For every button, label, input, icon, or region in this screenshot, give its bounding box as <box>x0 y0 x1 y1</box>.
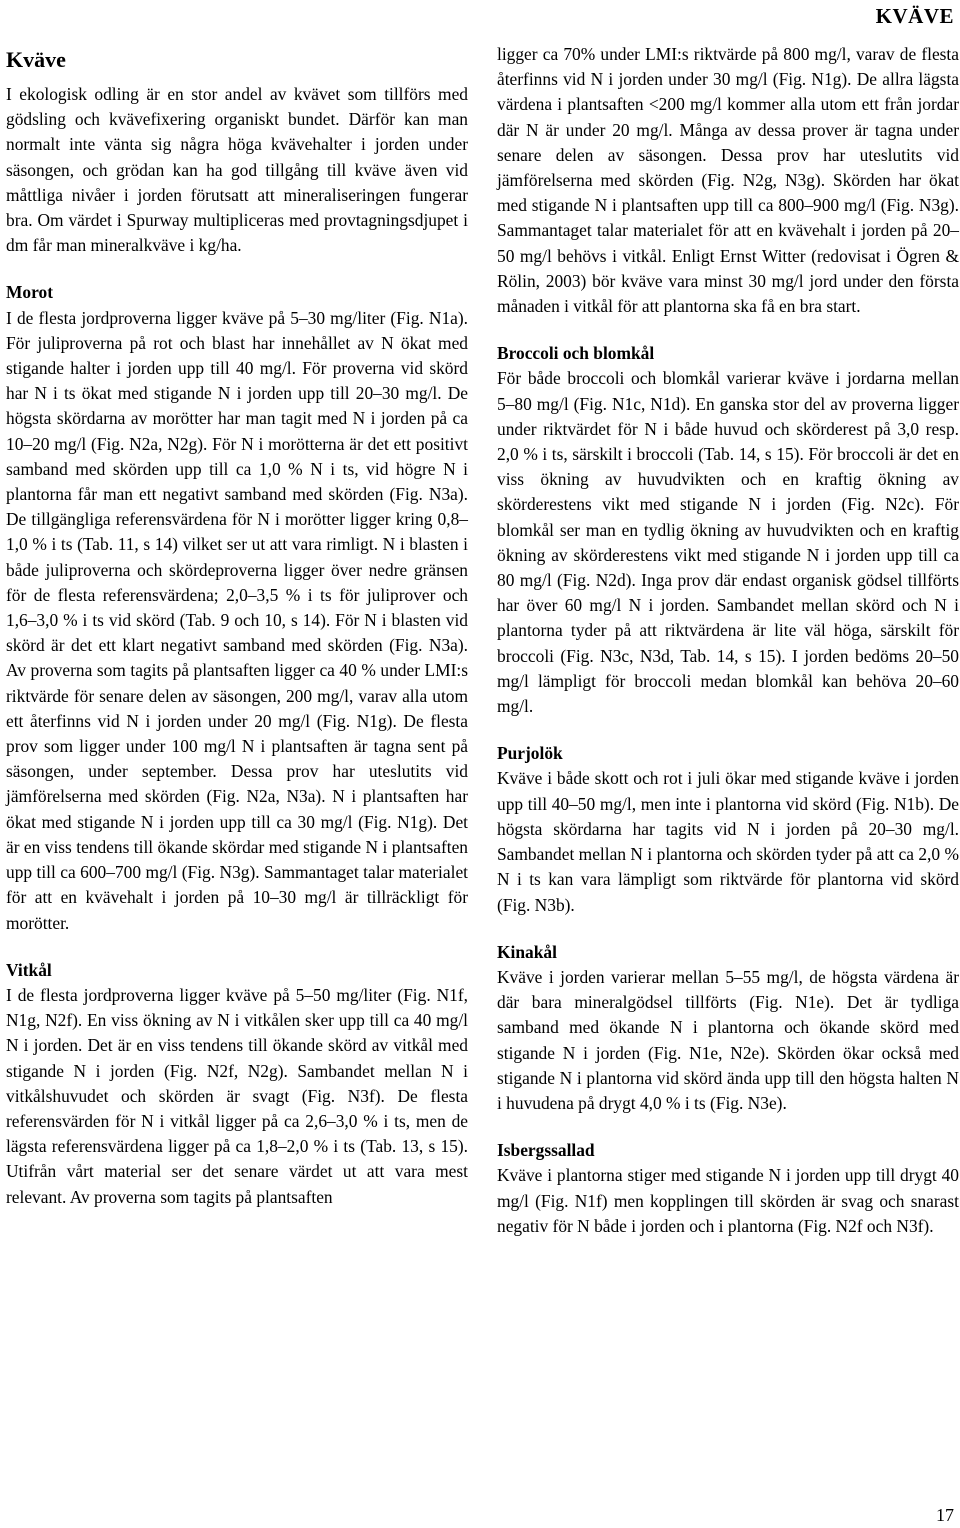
section-heading-broccoli: Broccoli och blomkål <box>497 343 655 364</box>
section-text-kinakal: Kväve i jorden varierar mellan 5–55 mg/l, de högsta värdena är där bara mineralgödsel tillförts (Fig. N1e). Det är tydliga samband med ökande N i plantorna och ökande skörd med stigande N i jorden (Fig. N1e, N2e). Skörden ökar också med stigande N i plantorna vid skörd ända upp till den högsta halten N i huvudena på drygt 4,0 % i ts (Fig. N3e). <box>497 966 959 1113</box>
section-broccoli <box>497 341 959 719</box>
page-title: Kväve <box>6 47 66 72</box>
running-head: KVÄVE <box>875 4 954 28</box>
section-kinakal <box>497 940 959 1116</box>
right-column <box>497 42 959 1239</box>
section-heading-isbergssallad: Isbergssallad <box>497 1140 595 1161</box>
page-number: 17 <box>936 1505 954 1525</box>
section-purjolok <box>497 741 959 917</box>
section-text-purjolok: Kväve i både skott och rot i juli ökar med stigande kväve i jorden upp till 40–50 mg/l, men inte i plantorna vid skörd (Fig. N1b). De högsta skördarna har tagits vid N i jorden på 20–30 mg/l. Sambandet mellan N i plantorna och skörden tyder på att ca 2,0 % N i ts kan vara lämpligt som riktvärde för plantorna vid skörd (Fig. N3b). <box>497 768 959 915</box>
section-text-broccoli: För både broccoli och blomkål varierar kväve i jordarna mellan 5–80 mg/l (Fig. N1c, N1d). En ganska stor del av proverna ligger under riktvärdet för N i både huvud och skörderest på 3,0 resp. 2,0 % i ts, särskilt i broccoli (Tab. 14, s 15). För broccoli är det en viss ökning av huvudvikten och en kraftig ökning av skörderestens vikt med stigande N i jorden (Fig. N2c). För blomkål ser man en tydlig ökning av huvudvikten och en kraftig ökning av skörderestens vikt med stigande N i jorden upp till ca 80 mg/l (Fig. N2d). Inga prov där endast organisk gödsel tillförts har över 60 mg/l N i jorden. Sambandet mellan skörd och N i plantorna tyder på att riktvärdena är lite väl höga, särskilt för broccoli (Fig. N3c, N3d, Tab. 14, s 15). I jorden bedöms 20–50 mg/l lämpligt för broccoli medan blomkål kan behöva 20–60 mg/l. <box>497 368 959 717</box>
section-text-vitkal-continued: ligger ca 70% under LMI:s riktvärde på 800 mg/l, varav de flesta återfinns vid N i jorden under 30 mg/l (Fig. N1g). De allra lägsta värdena i plantsaften <200 mg/l kommer alla utom ett från jordar där N är under 20 mg/l. Många av dessa prover är tagna under senare delen av säsongen. Dessa prov har uteslutits vid jämförelserna med skörden (Fig. N2g, N3g). Skörden har ökat med stigande N i plantsaften upp till ca 800–900 mg/l (Fig. N3g). Sammantaget talar materialet för att en kvävehalt i jorden på 20–50 mg/l behövs i vitkål. Enligt Ernst Witter (redovisat i Ögren & Rölin, 2003) bör kväve vara minst 30 mg/l jord under den första månaden i vitkål för att plantorna ska få en bra start. <box>497 44 959 317</box>
section-text-morot: I de flesta jordproverna ligger kväve på 5–30 mg/liter (Fig. N1a). För juliproverna på rot och blast har innehållet av N ökat med stigande halter i jorden upp till 40 mg/l. För proverna vid skörd har N i ts ökat med stigande N i jorden upp till 20–30 mg/l. De högsta skördarna av morötter har man tagit med N i jorden på ca 10–20 mg/l (Fig. N2a, N2g). För N i morötterna är det ett positivt samband med skörden upp till ca 1,0 % N i ts, vid högre N i plantorna får man ett negativt samband med skörden (Fig. N3a). De tillgängliga referensvärdena för N i morötter ligger kring 0,8–1,0 % i ts (Tab. 11, s 14) vilket ser ut att vara rimligt. N i blasten i både juliproverna och skördeproverna ligger över nedre gränsen för de flesta referensvärdena; 2,0–3,5 % i ts för juliprover och 1,6–3,0 % i ts vid skörd (Tab. 9 och 10, s 14). För N i blasten vid skörd är det ett klart negativt samband med skörden (Fig. N3a). Av proverna som tagits på plantsaften ligger ca 40 % under LMI:s riktvärde för senare delen av säsongen, 200 mg/l, varav alla utom ett återfinns vid N i jorden under 20 mg/l (Fig. N1g). De flesta prov som ligger under 100 mg/l N i plantsaften är tagna sent på säsongen, under september. Dessa prov har uteslutits vid jämförelserna med skörden (Fig. N2a, N3a). N i plantsaften har ökat med stigande N i jorden upp till ca 30 mg/l (Fig. N1g). Det är en viss tendens till ökande skördar med stigande N i plantsaften upp till ca 600–700 mg/l (Fig. N3g). Sammantaget talar materialet för att en kvävehalt i jorden på 10–30 mg/l är tillräckligt för morötter. <box>6 307 468 933</box>
section-heading-purjolok: Purjolök <box>497 743 563 764</box>
section-vitkal <box>6 958 468 1210</box>
section-isbergssallad <box>497 1138 959 1239</box>
section-text-isbergssallad: Kväve i plantorna stiger med stigande N i jorden upp till drygt 40 mg/l (Fig. N1f) men kopplingen till skörden är svag och snarast negativ för N både i jorden och i plantorna (Fig. N2f och N3f). <box>497 1165 959 1236</box>
intro-paragraph: I ekologisk odling är en stor andel av kvävet som tillförs med gödsling och kvävefixering organiskt bundet. Därför kan man normalt inte vänta sig några höga kvävehalter i jorden under säsongen, och grödan kan ha god tillgång till kväve även vid måttliga nivåer i jorden förutsatt att mineraliseringen fungerar bra. Om värdet i Spurway multipliceras med provtagningsdjupet i dm får man mineralkväve i kg/ha. <box>6 84 468 256</box>
left-column <box>6 42 468 1210</box>
section-heading-vitkal: Vitkål <box>6 959 52 980</box>
section-heading-kinakal: Kinakål <box>497 941 557 962</box>
section-text-vitkal: I de flesta jordproverna ligger kväve på 5–50 mg/liter (Fig. N1f, N1g, N2f). En viss ökning av N i vitkålen sker upp till ca 40 mg/l N i jorden. Det är en viss tendens till ökande skörd av vitkål med stigande N i jorden (Fig. N2f, N2g). Sambandet mellan N i vitkålshuvudet och skörden är svagt (Fig. N3f). De flesta referensvärden för N i vitkål ligger på ca 2,6–3,0 % i ts, men de lägsta referensvärdena ligger på ca 1,8–2,0 % i ts (Tab. 13, s 15). Utifrån vårt material ser det senare värdet ut att vara mest relevant. Av proverna som tagits på plantsaften <box>6 984 468 1207</box>
section-heading-morot: Morot <box>6 282 54 303</box>
section-morot <box>6 280 468 935</box>
